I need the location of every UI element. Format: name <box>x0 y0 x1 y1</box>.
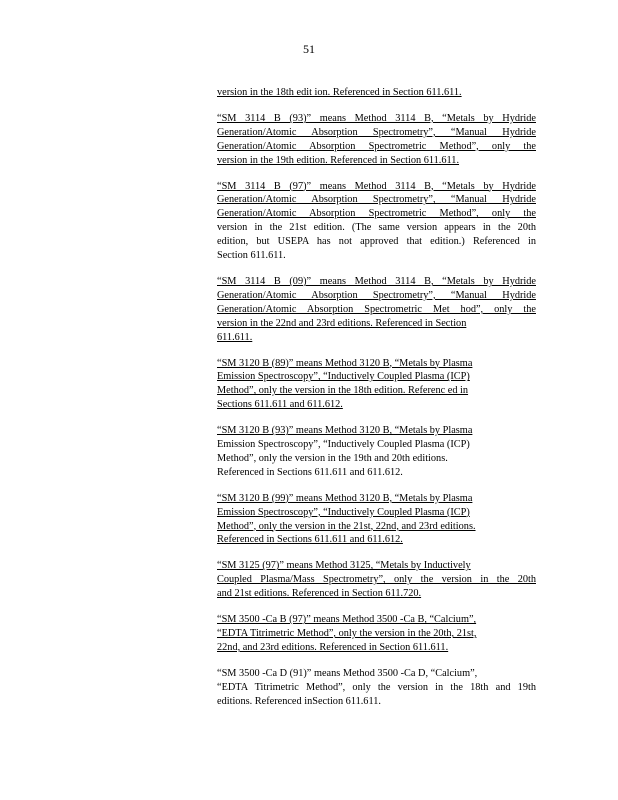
page-number: 51 <box>303 42 315 56</box>
text-line: Generation/Atomic Absorption Spectrometry”, “Manual Hydride <box>217 289 536 301</box>
text-line: version in the 18th edit ion. Referenced in Section 611.611. <box>217 87 462 98</box>
text-line: version in the 22nd and 23rd editions. Referenced in Section <box>217 317 467 329</box>
definition-paragraph <box>217 275 536 345</box>
text-line: “SM 3500 -Ca B (97)” means Method 3500 -Ca B, “Calcium”, <box>217 614 477 626</box>
text-line: Method”, only the version in the 18th edition. Referenc ed in <box>217 385 469 397</box>
text-line: Emission Spectroscopy”, “Inductively Coupled Plasma (ICP) <box>217 439 470 451</box>
definition-paragraph <box>217 112 536 168</box>
text-line: “EDTA Titrimetric Method”, only the version in the 20th, 21st, <box>217 628 477 639</box>
text-line: Section 611.611. <box>217 250 286 262</box>
text-line: “EDTA Titrimetric Method”, only the version in the 18th and 19th <box>217 681 536 693</box>
definition-paragraph <box>217 180 536 263</box>
text-line: Referenced in Sections 611.611 and 611.612. <box>217 466 403 478</box>
text-line: Coupled Plasma/Mass Spectrometry”, only the version in the 20th <box>217 574 536 586</box>
text-line: “SM 3120 B (93)” means Method 3120 B, “Metals by Plasma <box>217 425 473 437</box>
text-line: “SM 3125 (97)” means Method 3125, “Metals by Inductively <box>217 560 471 572</box>
text-line: Generation/Atomic Absorption Spectrometry”, “Manual Hydride <box>217 126 536 138</box>
text-line: “SM 3120 B (89)” means Method 3120 B, “Metals by Plasma <box>217 357 473 369</box>
definition-paragraph <box>217 492 536 548</box>
text-line: 611.611. <box>217 331 253 343</box>
definition-paragraph <box>217 424 536 480</box>
text-line: Generation/Atomic Absorption Spectrometric Method”, only the <box>217 208 536 220</box>
definition-paragraph <box>217 559 536 601</box>
definition-paragraph <box>217 86 536 100</box>
text-line: Generation/Atomic Absorption Spectrometric Method”, only the <box>217 140 536 152</box>
text-line: “SM 3114 B (09)” means Method 3114 B, “Metals by Hydride <box>217 275 536 287</box>
text-line: and 21st editions. Referenced in Section 611.720. <box>217 588 422 600</box>
text-line: version in the 21st edition. (The same version appears in the 20th <box>217 222 536 234</box>
text-line: Method”, only the version in the 19th and 20th editions. <box>217 452 448 464</box>
text-line: 22nd, and 23rd editions. Referenced in Section 611.611. <box>217 641 449 653</box>
text-line: Generation/Atomic Absorption Spectrometry”, “Manual Hydride <box>217 194 536 206</box>
text-line: Generation/Atomic Absorption Spectrometric Met hod”, only the <box>217 303 536 315</box>
text-line: editions. Referenced inSection 611.611. <box>217 695 381 707</box>
definition-paragraph <box>217 357 536 413</box>
text-line: “SM 3114 B (93)” means Method 3114 B, “Metals by Hydride <box>217 112 536 124</box>
definition-paragraph <box>217 613 536 655</box>
text-line: Sections 611.611 and 611.612. <box>217 399 343 411</box>
text-line: Referenced in Sections 611.611 and 611.612. <box>217 534 403 546</box>
definition-paragraph <box>217 667 536 709</box>
text-line: Method”, only the version in the 21st, 22nd, and 23rd editions. <box>217 520 476 532</box>
definitions-list <box>217 86 536 721</box>
text-line: “SM 3120 B (99)” means Method 3120 B, “Metals by Plasma <box>217 492 473 504</box>
text-line: Emission Spectroscopy”, “Inductively Coupled Plasma (ICP) <box>217 371 470 383</box>
text-line: “SM 3114 B (97)” means Method 3114 B, “Metals by Hydride <box>217 180 536 192</box>
text-line: “SM 3500 -Ca D (91)” means Method 3500 -Ca D, “Calcium”, <box>217 667 478 679</box>
text-line: version in the 19th edition. Referenced in Section 611.611. <box>217 154 460 166</box>
text-line: Emission Spectroscopy”, “Inductively Coupled Plasma (ICP) <box>217 506 470 518</box>
text-line: edition, but USEPA has not approved that edition.) Referenced in <box>217 236 536 248</box>
